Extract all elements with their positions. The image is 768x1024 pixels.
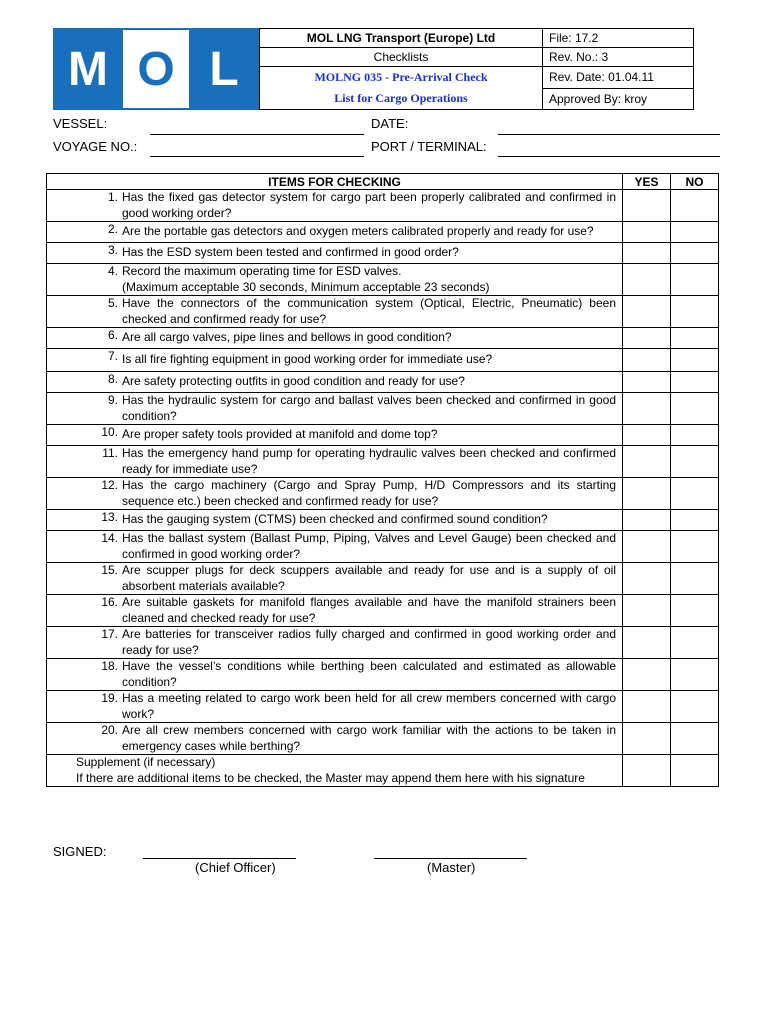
- checklist-row: [47, 372, 719, 393]
- item-question: Has the cargo machinery (Cargo and Spray Pump, H/D Compressors and its starting sequence etc.) been checked and confirmed ready for use?: [122, 478, 616, 508]
- vessel-field[interactable]: [150, 134, 364, 135]
- checklist-item-cell: [47, 691, 623, 723]
- item-number: 1.: [107, 190, 118, 204]
- file-number: File: 17.2: [543, 29, 694, 48]
- item-number: 2.: [107, 222, 118, 236]
- yes-checkbox-cell[interactable]: [623, 627, 671, 659]
- no-checkbox-cell[interactable]: [671, 531, 719, 563]
- logo-letter-l: L: [209, 42, 239, 96]
- checklist-row: [47, 328, 719, 349]
- yes-checkbox-cell[interactable]: [623, 531, 671, 563]
- items-column-header: ITEMS FOR CHECKING: [47, 174, 623, 190]
- item-question: Are proper safety tools provided at manifold and dome top?: [122, 427, 438, 442]
- no-checkbox-cell[interactable]: [671, 243, 719, 264]
- document-title-line1: MOLNG 035 - Pre-Arrival Check: [314, 70, 488, 84]
- no-checkbox-cell[interactable]: [671, 264, 719, 296]
- item-question: Are suitable gaskets for manifold flanges available and have the manifold strainers been cleaned and checked ready for use?: [122, 595, 616, 625]
- item-question: Has the hydraulic system for cargo and ballast valves been checked and confirmed in good condition?: [122, 393, 616, 423]
- checklist-item-cell: [47, 222, 623, 243]
- yes-checkbox-cell[interactable]: [623, 425, 671, 446]
- chief-officer-signature-line[interactable]: [143, 858, 296, 859]
- revision-date: Rev. Date: 01.04.11: [543, 67, 694, 89]
- yes-checkbox-cell[interactable]: [623, 478, 671, 510]
- item-question: Has the gauging system (CTMS) been checked and confirmed sound condition?: [122, 512, 548, 527]
- yes-checkbox-cell[interactable]: [623, 446, 671, 478]
- no-checkbox-cell[interactable]: [671, 328, 719, 349]
- item-number: 15.: [101, 563, 118, 577]
- yes-checkbox-cell[interactable]: [623, 393, 671, 425]
- yes-checkbox-cell[interactable]: [623, 563, 671, 595]
- item-number: 13.: [101, 510, 118, 524]
- item-question: Is all fire fighting equipment in good working order for immediate use?: [122, 352, 493, 367]
- approved-by: Approved By: kroy: [543, 88, 694, 110]
- checklist-row: [47, 190, 719, 222]
- voyage-info-fields: [53, 114, 723, 162]
- port-terminal-label: PORT / TERMINAL:: [371, 139, 487, 154]
- checklist-row: [47, 349, 719, 372]
- no-checkbox-cell[interactable]: [671, 723, 719, 755]
- item-number: 3.: [107, 243, 118, 257]
- doc-category: Checklists: [260, 48, 543, 67]
- item-number: 17.: [101, 627, 118, 641]
- checklist-item-cell: [47, 190, 623, 222]
- document-title-line2: List for Cargo Operations: [334, 91, 468, 105]
- item-number: 16.: [101, 595, 118, 609]
- item-number: 6.: [107, 328, 118, 342]
- chief-officer-label: (Chief Officer): [195, 860, 276, 875]
- no-checkbox-cell[interactable]: [671, 296, 719, 328]
- vessel-label: VESSEL:: [53, 116, 108, 131]
- logo-letter-o: O: [123, 30, 189, 108]
- yes-checkbox-cell[interactable]: [623, 691, 671, 723]
- yes-checkbox-cell[interactable]: [623, 243, 671, 264]
- document-header: [53, 28, 694, 110]
- checklist-item-cell: [47, 393, 623, 425]
- checklist-row: [47, 563, 719, 595]
- item-question: Has the fixed gas detector system for cargo part been properly calibrated and confirmed in good working order?: [122, 190, 616, 220]
- checklist-item-cell: [47, 243, 623, 264]
- checklist-row: [47, 296, 719, 328]
- checklist-row: [47, 510, 719, 531]
- signed-label: SIGNED:: [53, 844, 107, 859]
- checklist-item-cell: [47, 595, 623, 627]
- item-question: Are batteries for transceiver radios fully charged and confirmed in good working order and ready for use?: [122, 627, 616, 657]
- no-checkbox-cell[interactable]: [671, 691, 719, 723]
- revision-number: Rev. No.: 3: [543, 48, 694, 67]
- supplement-title: Supplement (if necessary): [76, 755, 216, 769]
- no-checkbox-cell[interactable]: [671, 510, 719, 531]
- document-title: [260, 67, 543, 110]
- yes-checkbox-cell[interactable]: [623, 595, 671, 627]
- item-question: Has the emergency hand pump for operating hydraulic valves been checked and confirmed ready for immediate use?: [122, 446, 616, 476]
- mol-logo: [53, 28, 259, 110]
- yes-checkbox-cell[interactable]: [623, 296, 671, 328]
- item-question: Has a meeting related to cargo work been held for all crew members concerned with cargo work?: [122, 691, 616, 721]
- voyage-no-field[interactable]: [150, 156, 364, 157]
- company-name: MOL LNG Transport (Europe) Ltd: [260, 29, 543, 48]
- voyage-no-label: VOYAGE NO.:: [53, 139, 138, 154]
- checklist-row: [47, 425, 719, 446]
- item-number: 7.: [107, 349, 118, 363]
- item-number: 4.: [107, 264, 118, 278]
- yes-checkbox-cell[interactable]: [623, 349, 671, 372]
- checklist-row: [47, 478, 719, 510]
- item-question: Are all cargo valves, pipe lines and bellows in good condition?: [122, 330, 452, 345]
- checklist-row: [47, 446, 719, 478]
- checklist-item-cell: [47, 296, 623, 328]
- port-terminal-field[interactable]: [498, 156, 720, 157]
- item-question: Have the connectors of the communication system (Optical, Electric, Pneumatic) been checked and confirmed ready for use?: [122, 296, 616, 326]
- yes-checkbox-cell[interactable]: [623, 659, 671, 691]
- checklist-row: [47, 691, 719, 723]
- item-number: 14.: [101, 531, 118, 545]
- item-question: Are safety protecting outfits in good condition and ready for use?: [122, 374, 465, 389]
- item-question: Are scupper plugs for deck scuppers available and ready for use and is a supply of oil absorbent materials available?: [122, 563, 616, 593]
- no-checkbox-cell[interactable]: [671, 190, 719, 222]
- supplement-note: If there are additional items to be checked, the Master may append them here with his signature: [76, 770, 585, 785]
- checklist-item-cell: [47, 425, 623, 446]
- checklist-item-cell: [47, 627, 623, 659]
- logo-letter-m: M: [68, 42, 108, 96]
- checklist-item-cell: [47, 510, 623, 531]
- checklist-item-cell: [47, 349, 623, 372]
- checklist-item-cell: [47, 372, 623, 393]
- checklist-row: [47, 531, 719, 563]
- item-number: 12.: [101, 478, 118, 492]
- checklist-row: [47, 627, 719, 659]
- item-number: 20.: [101, 723, 118, 737]
- no-checkbox-cell[interactable]: [671, 372, 719, 393]
- checklist-body: [47, 190, 719, 755]
- no-checkbox-cell[interactable]: [671, 446, 719, 478]
- no-checkbox-cell[interactable]: [671, 627, 719, 659]
- yes-checkbox-cell[interactable]: [623, 510, 671, 531]
- yes-checkbox-cell[interactable]: [623, 372, 671, 393]
- no-checkbox-cell[interactable]: [671, 563, 719, 595]
- supplement-no-cell[interactable]: [671, 755, 719, 787]
- master-label: (Master): [427, 860, 476, 875]
- checklist-item-cell: [47, 531, 623, 563]
- yes-checkbox-cell[interactable]: [623, 222, 671, 243]
- checklist-item-cell: [47, 264, 623, 296]
- date-field[interactable]: [498, 134, 720, 135]
- item-question: Are all crew members concerned with cargo work familiar with the actions to be taken in emergency cases while berthing?: [122, 723, 616, 753]
- no-checkbox-cell[interactable]: [671, 393, 719, 425]
- item-number: 11.: [102, 446, 118, 460]
- no-checkbox-cell[interactable]: [671, 425, 719, 446]
- yes-checkbox-cell[interactable]: [623, 723, 671, 755]
- signature-block: [53, 840, 553, 880]
- checklist-table: [46, 173, 719, 787]
- date-label: DATE:: [371, 116, 409, 131]
- item-question: Have the vessel’s conditions while berthing been calculated and estimated as allowable condition?: [122, 659, 616, 689]
- checklist-row: [47, 723, 719, 755]
- yes-checkbox-cell[interactable]: [623, 264, 671, 296]
- yes-checkbox-cell[interactable]: [623, 328, 671, 349]
- item-question: Has the ESD system been tested and confirmed in good order?: [122, 245, 459, 260]
- checklist-item-cell: [47, 659, 623, 691]
- header-info-table: [259, 28, 694, 110]
- checklist-row: [47, 595, 719, 627]
- yes-column-header: YES: [623, 174, 671, 190]
- supplement-row: [47, 755, 719, 787]
- item-number: 5.: [107, 296, 118, 310]
- item-number: 18.: [101, 659, 118, 673]
- no-checkbox-cell[interactable]: [671, 349, 719, 372]
- no-column-header: NO: [671, 174, 719, 190]
- no-checkbox-cell[interactable]: [671, 595, 719, 627]
- checklist-item-cell: [47, 723, 623, 755]
- item-number: 8.: [107, 372, 118, 386]
- checklist-item-cell: [47, 563, 623, 595]
- item-question: Record the maximum operating time for ESD valves. (Maximum acceptable 30 seconds, Minimum acceptable 23 seconds): [122, 264, 490, 294]
- checklist-row: [47, 222, 719, 243]
- checklist-item-cell: [47, 478, 623, 510]
- checklist-item-cell: [47, 328, 623, 349]
- checklist-row: [47, 393, 719, 425]
- no-checkbox-cell[interactable]: [671, 659, 719, 691]
- checklist-row: [47, 243, 719, 264]
- item-number: 9.: [107, 393, 118, 407]
- yes-checkbox-cell[interactable]: [623, 190, 671, 222]
- item-question: Has the ballast system (Ballast Pump, Piping, Valves and Level Gauge) been checked and confirmed in good working order?: [122, 531, 616, 561]
- item-number: 19.: [101, 691, 118, 705]
- no-checkbox-cell[interactable]: [671, 478, 719, 510]
- checklist-item-cell: [47, 446, 623, 478]
- item-number: 10.: [101, 425, 118, 439]
- supplement-yes-cell[interactable]: [623, 755, 671, 787]
- checklist-row: [47, 264, 719, 296]
- supplement-cell: [47, 755, 623, 787]
- checklist-header-row: [47, 174, 719, 190]
- master-signature-line[interactable]: [374, 858, 527, 859]
- item-question: Are the portable gas detectors and oxygen meters calibrated properly and ready for use?: [122, 224, 594, 239]
- no-checkbox-cell[interactable]: [671, 222, 719, 243]
- checklist-row: [47, 659, 719, 691]
